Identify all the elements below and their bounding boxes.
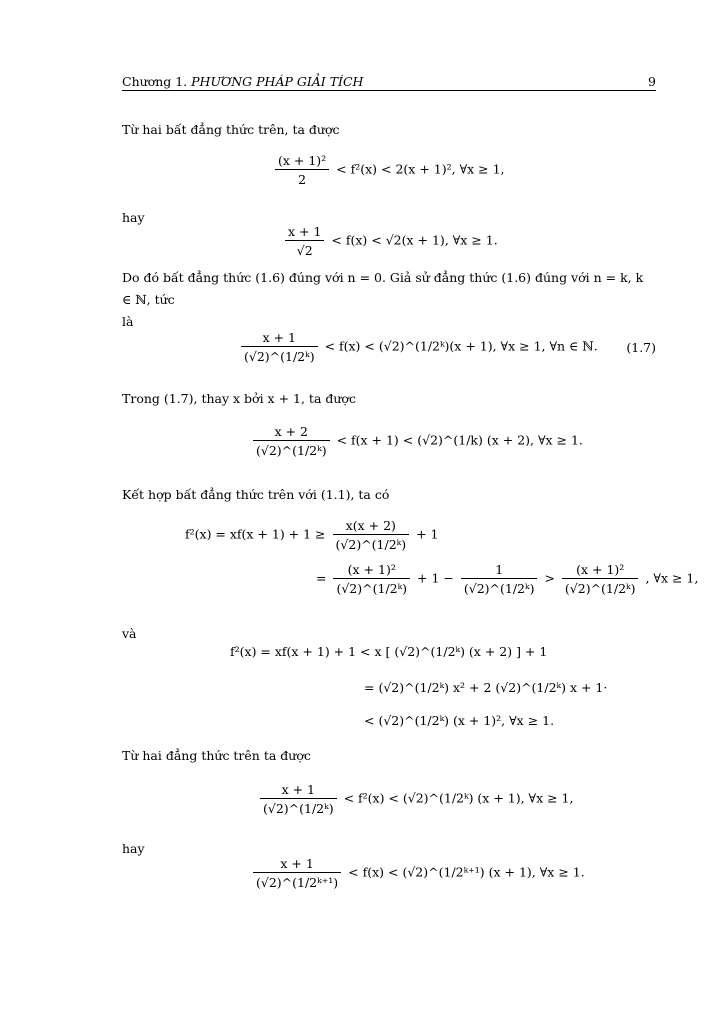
equation-5-line-2: = $\frac{\text{(x + 1)²}}{\text{(√2)\textasciicircum{}(1/2ᵏ)}}$ + 1 − $\frac{1}{\text{(√2)\textasciicircum{}(1/2ᵏ)}}$ > $\frac{\text{(x + 1)²}}{\text{(√2)\textasciicircum{}(1/2ᵏ)}}$ , ∀x ≥ 1, <box>316 562 699 596</box>
equation-6-line-3: < (√2)^(1/2ᵏ) (x + 1)², ∀x ≥ 1. <box>364 713 555 728</box>
ref-1-7[interactable]: (1.7) <box>163 391 194 406</box>
ref-1-6-a[interactable]: (1.6) <box>255 270 285 285</box>
equation-5-line-1: f²(x) = xf(x + 1) + 1 ≥ $\frac{x(x + 2)}{\text{(√2)\textasciicircum{}(1/2ᵏ)}}$ + 1 <box>185 518 439 552</box>
equation-6-line-1: f²(x) = xf(x + 1) + 1 < x [ (√2)^(1/2ᵏ) (x + 2) ] + 1 <box>230 644 548 659</box>
paragraph-8: hay <box>122 841 145 856</box>
equation-3: $\frac{x + 1}{\text{(√2)\textasciicircum{}(1/2ᵏ)}}$ < f(x) < (√2)^(1/2ᵏ)(x + 1), ∀x ≥ 1, ∀n ∈ ℕ. <box>238 330 598 364</box>
equation-1: $\frac{\text{(x + 1)²}}{2}$ < f²(x) < 2(x + 1)², ∀x ≥ 1, <box>272 153 505 187</box>
paragraph-2: hay <box>122 210 145 225</box>
paragraph-1: Từ hai bất đẳng thức trên, ta được <box>122 122 340 137</box>
paragraph-5: Kết hợp bất đẳng thức trên với (1.1), ta có <box>122 487 390 502</box>
equation-7: $\frac{x + 1}{\text{(√2)\textasciicircum{}(1/2ᵏ)}}$ < f²(x) < (√2)^(1/2ᵏ) (x + 1), ∀x ≥ 1, <box>257 782 573 816</box>
equation-label-1-7: (1.7) <box>626 340 656 355</box>
page-header <box>122 72 656 91</box>
chapter-heading: Chương 1. PHƯƠNG PHÁP GIẢI TÍCH <box>122 74 364 89</box>
paragraph-3: Do đó bất đẳng thức (1.6) đúng với n = 0. Giả sử đẳng thức (1.6) đúng với n = k, k ∈ ℕ, tức là <box>122 270 644 329</box>
equation-6-line-2: = (√2)^(1/2ᵏ) x² + 2 (√2)^(1/2ᵏ) x + 1· <box>364 680 608 695</box>
paragraph-7: Từ hai đẳng thức trên ta được <box>122 748 311 763</box>
paragraph-4: Trong (1.7), thay x bởi x + 1, ta được <box>122 391 356 406</box>
equation-2: $\frac{x + 1}{√2}$ < f(x) < √2(x + 1), ∀x ≥ 1. <box>282 224 498 258</box>
paragraph-6: và <box>122 626 137 641</box>
ref-1-6-b[interactable]: (1.6) <box>501 270 531 285</box>
ref-1-1[interactable]: (1.1) <box>320 487 351 502</box>
page-number: 9 <box>648 74 656 89</box>
equation-4: $\frac{x + 2}{\text{(√2)\textasciicircum{}(1/2ᵏ)}}$ < f(x + 1) < (√2)^(1/k) (x + 2), ∀x ≥ 1. <box>250 424 583 458</box>
equation-8: $\frac{x + 1}{\text{(√2)\textasciicircum{}(1/2ᵏ⁺¹)}}$ < f(x) < (√2)^(1/2ᵏ⁺¹) (x + 1), ∀x ≥ 1. <box>250 856 585 890</box>
